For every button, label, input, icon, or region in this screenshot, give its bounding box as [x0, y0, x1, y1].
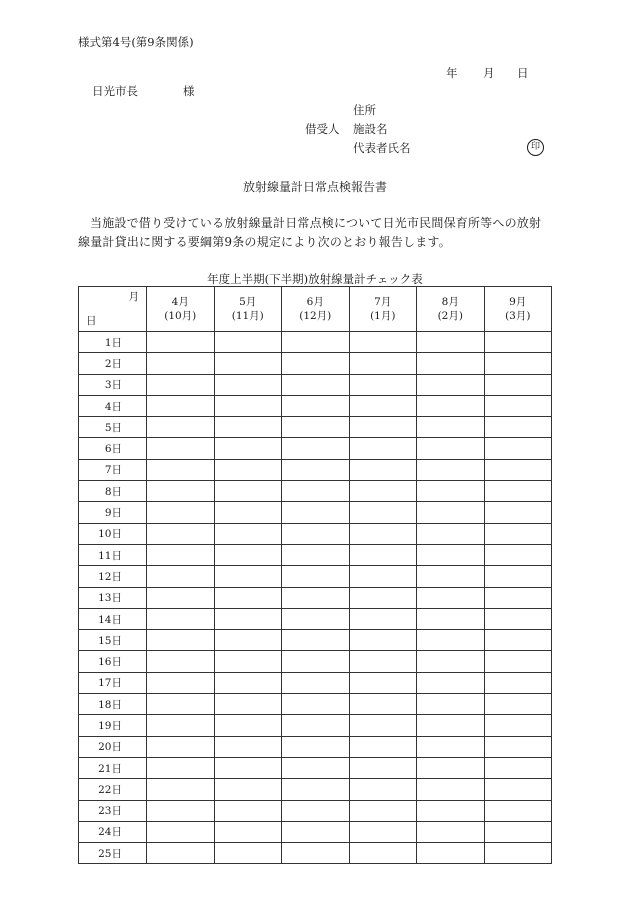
check-cell[interactable] — [282, 332, 350, 353]
check-cell[interactable] — [282, 417, 350, 438]
check-cell[interactable] — [484, 715, 552, 736]
check-cell[interactable] — [282, 481, 350, 502]
check-cell[interactable] — [349, 779, 417, 800]
check-cell[interactable] — [349, 757, 417, 778]
corner-day-label: 日 — [86, 315, 97, 327]
table-row — [79, 757, 552, 778]
check-cell[interactable] — [147, 353, 215, 374]
check-cell[interactable] — [484, 523, 552, 544]
addressee-honorific: 様 — [183, 84, 195, 98]
form-number: 様式第4号(第9条関係) — [78, 35, 194, 49]
table-row — [79, 694, 552, 715]
day-label: 21日 — [79, 757, 147, 778]
day-label: 11日 — [79, 544, 147, 565]
check-cell[interactable] — [214, 438, 282, 459]
check-cell[interactable] — [349, 630, 417, 651]
day-label: 23日 — [79, 800, 147, 821]
check-cell[interactable] — [417, 481, 485, 502]
check-cell[interactable] — [282, 651, 350, 672]
check-cell[interactable] — [214, 800, 282, 821]
check-cell[interactable] — [484, 694, 552, 715]
check-cell[interactable] — [214, 395, 282, 416]
day-label: 10日 — [79, 523, 147, 544]
check-cell[interactable] — [417, 715, 485, 736]
table-header-row — [79, 287, 552, 332]
month-header — [417, 287, 485, 332]
check-cell[interactable] — [147, 779, 215, 800]
check-cell[interactable] — [349, 843, 417, 864]
check-cell[interactable] — [349, 715, 417, 736]
check-cell[interactable] — [282, 715, 350, 736]
check-cell[interactable] — [282, 353, 350, 374]
check-cell[interactable] — [282, 608, 350, 629]
check-cell[interactable] — [349, 481, 417, 502]
table-row — [79, 438, 552, 459]
table-row — [79, 821, 552, 842]
check-cell[interactable] — [214, 332, 282, 353]
check-cell[interactable] — [282, 587, 350, 608]
check-cell[interactable] — [484, 502, 552, 523]
check-cell[interactable] — [349, 736, 417, 757]
month-label: 4月 — [171, 296, 189, 308]
check-cell[interactable] — [147, 502, 215, 523]
month-header — [484, 287, 552, 332]
seal-mark: 印 — [527, 139, 544, 156]
month-label: 9月 — [509, 296, 527, 308]
check-cell[interactable] — [282, 779, 350, 800]
day-label: 3日 — [79, 374, 147, 395]
day-label: 6日 — [79, 438, 147, 459]
check-cell[interactable] — [417, 523, 485, 544]
check-cell[interactable] — [484, 800, 552, 821]
table-row — [79, 544, 552, 565]
day-label: 15日 — [79, 630, 147, 651]
table-row — [79, 481, 552, 502]
check-cell[interactable] — [349, 395, 417, 416]
day-label: 7日 — [79, 459, 147, 480]
check-cell[interactable] — [214, 566, 282, 587]
document-title: 放射線量計日常点検報告書 — [242, 180, 387, 194]
check-cell[interactable] — [349, 544, 417, 565]
day-label: 9日 — [79, 502, 147, 523]
check-cell[interactable] — [214, 417, 282, 438]
day-label: 22日 — [79, 779, 147, 800]
corner-cell — [79, 287, 147, 332]
check-cell[interactable] — [349, 417, 417, 438]
check-cell[interactable] — [484, 651, 552, 672]
check-cell[interactable] — [484, 481, 552, 502]
month-header — [282, 287, 350, 332]
check-cell[interactable] — [282, 566, 350, 587]
check-cell[interactable] — [484, 544, 552, 565]
check-cell[interactable] — [282, 459, 350, 480]
check-cell[interactable] — [147, 843, 215, 864]
check-cell[interactable] — [417, 566, 485, 587]
check-cell[interactable] — [214, 779, 282, 800]
check-cell[interactable] — [417, 395, 485, 416]
check-cell[interactable] — [349, 800, 417, 821]
month-alt-label: (1月) — [370, 310, 396, 322]
check-cell[interactable] — [484, 587, 552, 608]
check-cell[interactable] — [282, 843, 350, 864]
check-cell[interactable] — [214, 374, 282, 395]
corner-month-label: 月 — [128, 291, 139, 303]
check-cell[interactable] — [484, 757, 552, 778]
table-row — [79, 843, 552, 864]
check-cell[interactable] — [417, 459, 485, 480]
check-cell[interactable] — [214, 843, 282, 864]
check-cell[interactable] — [417, 672, 485, 693]
table-row — [79, 672, 552, 693]
check-cell[interactable] — [214, 544, 282, 565]
check-cell[interactable] — [417, 694, 485, 715]
table-row — [79, 566, 552, 587]
check-cell[interactable] — [147, 481, 215, 502]
month-header — [147, 287, 215, 332]
check-cell[interactable] — [282, 800, 350, 821]
day-label: 20日 — [79, 736, 147, 757]
check-cell[interactable] — [417, 651, 485, 672]
address-label: 住所 — [353, 103, 376, 117]
table-row — [79, 587, 552, 608]
check-cell[interactable] — [147, 438, 215, 459]
table-row — [79, 395, 552, 416]
check-cell[interactable] — [214, 821, 282, 842]
check-cell[interactable] — [484, 672, 552, 693]
check-cell[interactable] — [349, 353, 417, 374]
day-label: 5日 — [79, 417, 147, 438]
check-cell[interactable] — [282, 694, 350, 715]
check-cell[interactable] — [417, 417, 485, 438]
table-row — [79, 651, 552, 672]
day-label: 24日 — [79, 821, 147, 842]
check-cell[interactable] — [484, 736, 552, 757]
check-cell[interactable] — [349, 332, 417, 353]
table-row — [79, 353, 552, 374]
check-cell[interactable] — [214, 481, 282, 502]
check-cell[interactable] — [282, 395, 350, 416]
representative-name-label: 代表者氏名 — [353, 141, 411, 155]
check-cell[interactable] — [417, 736, 485, 757]
check-cell[interactable] — [282, 630, 350, 651]
check-cell[interactable] — [349, 459, 417, 480]
borrower-label: 借受人 — [305, 122, 340, 136]
check-cell[interactable] — [484, 459, 552, 480]
check-cell[interactable] — [417, 843, 485, 864]
check-cell[interactable] — [214, 672, 282, 693]
month-header — [349, 287, 417, 332]
check-cell[interactable] — [417, 757, 485, 778]
table-row — [79, 374, 552, 395]
check-cell[interactable] — [349, 821, 417, 842]
day-label: 13日 — [79, 587, 147, 608]
check-cell[interactable] — [484, 353, 552, 374]
day-label: 18日 — [79, 694, 147, 715]
check-cell[interactable] — [484, 417, 552, 438]
day-label: 19日 — [79, 715, 147, 736]
check-cell[interactable] — [484, 438, 552, 459]
check-cell[interactable] — [147, 672, 215, 693]
check-cell[interactable] — [417, 502, 485, 523]
date-year-label: 年 — [446, 66, 458, 80]
check-cell[interactable] — [214, 651, 282, 672]
check-cell[interactable] — [417, 779, 485, 800]
check-cell[interactable] — [484, 332, 552, 353]
table-row — [79, 417, 552, 438]
check-cell[interactable] — [349, 502, 417, 523]
month-alt-label: (10月) — [164, 310, 197, 322]
check-cell[interactable] — [484, 374, 552, 395]
check-cell[interactable] — [147, 736, 215, 757]
check-cell[interactable] — [282, 523, 350, 544]
check-cell[interactable] — [147, 544, 215, 565]
check-cell[interactable] — [147, 374, 215, 395]
check-cell[interactable] — [417, 374, 485, 395]
addressee-name: 日光市長 — [92, 84, 138, 98]
check-cell[interactable] — [417, 332, 485, 353]
check-cell[interactable] — [214, 353, 282, 374]
table-row — [79, 715, 552, 736]
check-cell[interactable] — [349, 651, 417, 672]
check-cell[interactable] — [147, 459, 215, 480]
table-row — [79, 779, 552, 800]
day-label: 16日 — [79, 651, 147, 672]
check-cell[interactable] — [282, 757, 350, 778]
body-text: 当施設で借り受けている放射線量計日常点検について日光市民間保育所等への放射線量計貸出に関する要綱第9条の規定により次のとおり報告します。 — [78, 216, 542, 249]
check-cell[interactable] — [214, 608, 282, 629]
check-cell[interactable] — [214, 459, 282, 480]
check-cell[interactable] — [417, 353, 485, 374]
table-row — [79, 630, 552, 651]
table-row — [79, 332, 552, 353]
table-row — [79, 800, 552, 821]
day-label: 4日 — [79, 395, 147, 416]
check-cell[interactable] — [417, 630, 485, 651]
check-cell[interactable] — [484, 821, 552, 842]
check-cell[interactable] — [214, 523, 282, 544]
table-row — [79, 608, 552, 629]
check-cell[interactable] — [282, 438, 350, 459]
check-cell[interactable] — [484, 608, 552, 629]
check-cell[interactable] — [417, 438, 485, 459]
check-cell[interactable] — [484, 630, 552, 651]
check-cell[interactable] — [349, 694, 417, 715]
month-alt-label: (2月) — [437, 310, 463, 322]
table-caption: 年度上半期(下半期)放射線量計チェック表 — [207, 272, 423, 286]
check-cell[interactable] — [214, 694, 282, 715]
month-label: 8月 — [441, 296, 459, 308]
check-cell[interactable] — [147, 821, 215, 842]
month-alt-label: (3月) — [505, 310, 531, 322]
check-cell[interactable] — [484, 566, 552, 587]
day-label: 25日 — [79, 843, 147, 864]
month-alt-label: (11月) — [231, 310, 264, 322]
check-cell[interactable] — [147, 395, 215, 416]
month-label: 5月 — [239, 296, 257, 308]
check-cell[interactable] — [282, 821, 350, 842]
table-row — [79, 736, 552, 757]
check-cell[interactable] — [417, 587, 485, 608]
facility-name-label: 施設名 — [353, 122, 388, 136]
check-table — [78, 286, 552, 864]
check-cell[interactable] — [349, 566, 417, 587]
check-cell[interactable] — [214, 630, 282, 651]
table-row — [79, 502, 552, 523]
check-cell[interactable] — [417, 800, 485, 821]
check-cell[interactable] — [282, 672, 350, 693]
check-cell[interactable] — [417, 544, 485, 565]
day-label: 1日 — [79, 332, 147, 353]
check-cell[interactable] — [349, 523, 417, 544]
check-cell[interactable] — [282, 374, 350, 395]
check-cell[interactable] — [147, 715, 215, 736]
date-month-label: 月 — [483, 66, 495, 80]
check-cell[interactable] — [417, 821, 485, 842]
check-cell[interactable] — [147, 608, 215, 629]
day-label: 8日 — [79, 481, 147, 502]
month-label: 6月 — [306, 296, 324, 308]
table-row — [79, 459, 552, 480]
check-cell[interactable] — [282, 544, 350, 565]
check-cell[interactable] — [147, 694, 215, 715]
day-label: 12日 — [79, 566, 147, 587]
month-alt-label: (12月) — [299, 310, 332, 322]
day-label: 14日 — [79, 608, 147, 629]
day-label: 2日 — [79, 353, 147, 374]
check-cell[interactable] — [147, 757, 215, 778]
check-cell[interactable] — [282, 736, 350, 757]
check-cell[interactable] — [147, 332, 215, 353]
check-cell[interactable] — [147, 651, 215, 672]
check-cell[interactable] — [147, 566, 215, 587]
check-cell[interactable] — [147, 523, 215, 544]
check-cell[interactable] — [349, 374, 417, 395]
check-cell[interactable] — [349, 587, 417, 608]
check-cell[interactable] — [349, 608, 417, 629]
check-cell[interactable] — [214, 715, 282, 736]
check-cell[interactable] — [484, 779, 552, 800]
check-cell[interactable] — [282, 502, 350, 523]
check-cell[interactable] — [349, 438, 417, 459]
check-cell[interactable] — [147, 587, 215, 608]
month-label: 7月 — [374, 296, 392, 308]
check-cell[interactable] — [349, 672, 417, 693]
check-cell[interactable] — [214, 736, 282, 757]
date-day-label: 日 — [517, 66, 529, 80]
month-header — [214, 287, 282, 332]
check-cell[interactable] — [484, 395, 552, 416]
check-cell[interactable] — [417, 608, 485, 629]
check-cell[interactable] — [147, 800, 215, 821]
check-cell[interactable] — [214, 502, 282, 523]
check-cell[interactable] — [214, 757, 282, 778]
table-row — [79, 523, 552, 544]
check-cell[interactable] — [147, 630, 215, 651]
day-label: 17日 — [79, 672, 147, 693]
check-cell[interactable] — [484, 843, 552, 864]
check-cell[interactable] — [147, 417, 215, 438]
check-cell[interactable] — [214, 587, 282, 608]
